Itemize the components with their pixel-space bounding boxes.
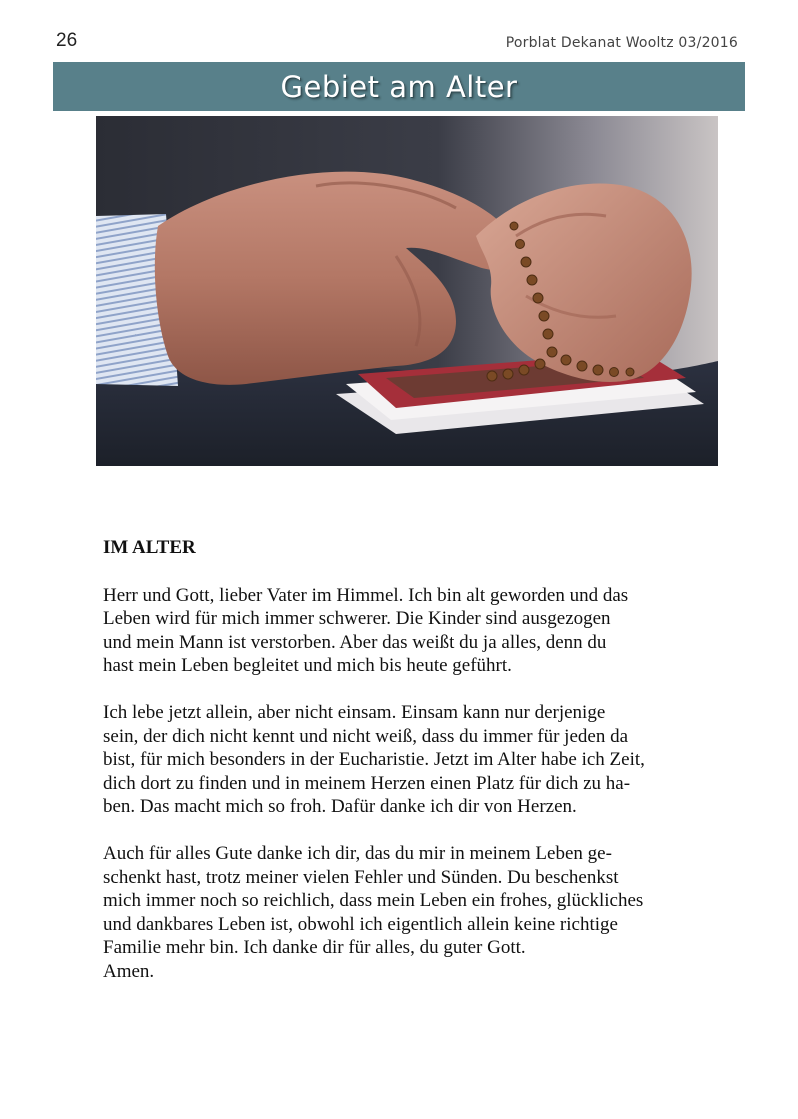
text-line: ben. Das macht mich so froh. Dafür danke ich dir von Herzen. [103,796,577,817]
text-line: mich immer noch so reichlich, dass mein Leben ein frohes, glückliches [103,890,644,911]
text-line: Familie mehr bin. Ich danke dir für alles, du guter Gott. [103,937,526,958]
text-line: Leben wird für mich immer schwerer. Die Kinder sind ausgezogen [103,608,611,629]
text-line: Herr und Gott, lieber Vater im Himmel. Ich bin alt geworden und das [103,584,629,606]
text-line: sein, der dich nicht kennt und nicht weiß, dass du immer für jeden da [103,725,629,747]
text-line: und mein Mann ist verstorben. Aber das weißt du ja alles, denn du [103,631,607,653]
text-line: hast mein Leben begleitet und mich bis heute geführt. [103,655,512,676]
paragraph-3 [103,842,723,983]
text-line: und dankbares Leben ist, obwohl ich eigentlich allein keine richtige [103,913,618,935]
section-title-band [53,62,745,111]
hands-holding-rosary-icon [96,116,718,466]
article-heading: IM ALTER [103,537,196,558]
text-line: bist, für mich besonders in der Eucharistie. Jetzt im Alter habe ich Zeit, [103,749,645,770]
text-line: Auch für alles Gute danke ich dir, das du mir in meinem Leben ge- [103,843,612,864]
paragraph-2 [103,701,723,819]
text-line: dich dort zu finden und in meinem Herzen einen Platz für dich zu ha- [103,772,631,794]
paragraph-1 [103,584,723,678]
page-number: 26 [56,30,78,51]
section-title: Gebiet am Alter [280,69,518,104]
text-line: Amen. [103,960,155,982]
text-line: Ich lebe jetzt allein, aber nicht einsam. Einsam kann nur derjenige [103,702,606,723]
running-header: Porblat Dekanat Wooltz 03/2016 [505,35,738,51]
article-body [103,536,723,1007]
photo-hands-rosary [96,116,718,466]
text-line: schenkt hast, trotz meiner vielen Fehler und Sünden. Du beschenkst [103,866,619,888]
